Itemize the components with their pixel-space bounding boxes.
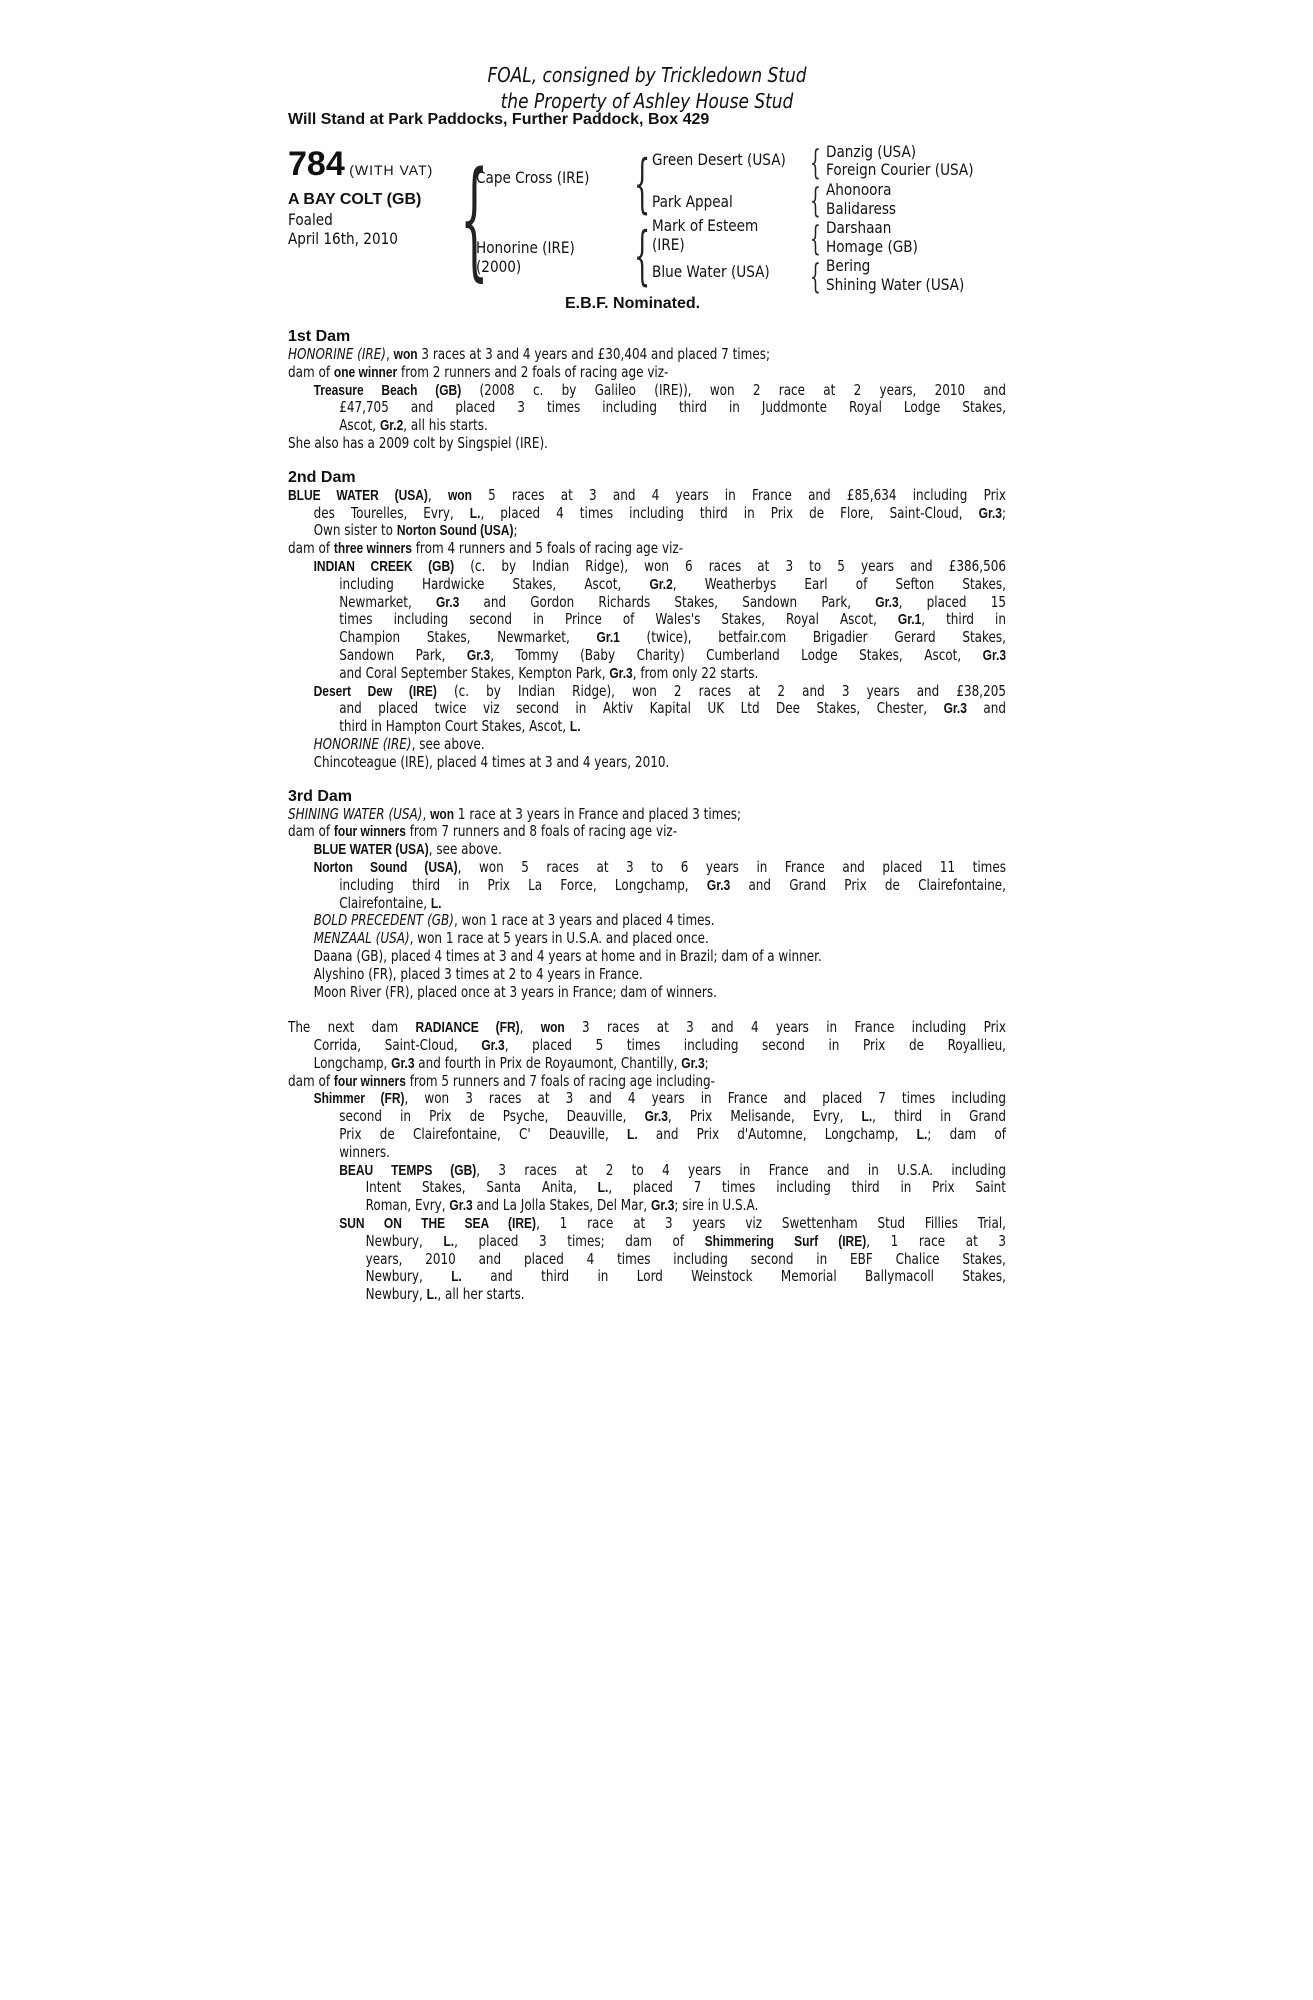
produce-sun-on-the-sea-3: years, 2010 and placed 4 times including second in EBF Chalice Stakes, [365,1249,1007,1268]
pedigree-table [288,142,1006,314]
produce-shimmer: Shimmer (FR), won 3 races at 3 and 4 years in France and placed 7 times including [313,1089,1007,1108]
produce-treasure-beach-3: Ascot, Gr.2, all his starts. [339,416,488,435]
lot-number: 784 [288,145,345,183]
foaled-date: April 16th, 2010 [288,229,398,248]
produce-indian-creek-5: Champion Stakes, Newmarket, Gr.1 (twice), betfair.com Brigadier Gerard Stakes, [339,628,1006,647]
produce-norton-sound-2: including third in Prix La Force, Longchamp, Gr.3 and Grand Prix de Clairefontaine, [339,875,1006,894]
produce-beau-temps-3: Roman, Evry, Gr.3 and La Jolla Stakes, Del Mar, Gr.3; sire in U.S.A. [365,1196,759,1215]
produce-beau-temps-2: Intent Stakes, Santa Anita, L., placed 7 times including third in Prix Saint [365,1178,1006,1197]
produce-desert-dew: Desert Dew (IRE) (c. by Indian Ridge), won 2 races at 2 and 3 years and £38,205 [313,681,1006,700]
next-dam-produce: dam of four winners from 5 runners and 7 foals of racing age including- [288,1071,715,1090]
next-dam-section [288,1019,1006,1304]
second-dam-produce: dam of three winners from 4 runners and 5 foals of racing age viz- [288,539,684,558]
produce-daana: Daana (GB), placed 4 times at 3 and 4 years at home and in Brazil; dam of a winner. [313,946,822,965]
first-dam-heading: 1st Dam [288,328,351,345]
lot-number-block [288,146,433,182]
third-dam-produce: dam of four winners from 7 runners and 8 foals of racing age viz- [288,822,678,841]
produce-shimmer-2: second in Prix de Psyche, Deauville, Gr.3, Prix Melisande, Evry, L., third in Grand [339,1107,1006,1126]
property-line: the Property of Ashley House Stud [500,89,794,113]
produce-sun-on-the-sea-4: Newbury, L. and third in Lord Weinstock Memorial Ballymacoll Stakes, [365,1267,1006,1286]
catalogue-page [288,62,1006,1304]
brace-gg3: { [810,219,821,259]
ggd-4: Shining Water (USA) [826,275,965,294]
next-dam-line-3: Longchamp, Gr.3 and fourth in Prix de Royaumont, Chantilly, Gr.3; [313,1053,709,1072]
produce-honorine: HONORINE (IRE), see above. [313,734,485,753]
brace-sire: { [634,147,651,221]
sire-sire: Green Desert (USA) [652,150,786,169]
produce-sun-on-the-sea-2: Newbury, L., placed 3 times; dam of Shimmering Surf (IRE), 1 race at 3 [365,1231,1007,1250]
brace-dam: { [634,219,651,293]
produce-indian-creek-7: and Coral September Stakes, Kempton Park, Gr.3, from only 22 starts. [339,663,759,682]
sire-dam: Park Appeal [652,192,733,211]
produce-sun-on-the-sea: SUN ON THE SEA (IRE), 1 race at 3 years viz Swettenham Stud Fillies Trial, [339,1214,1007,1233]
third-dam-section [288,788,1006,1002]
dam-year: (2000) [476,257,522,276]
produce-menzaal: MENZAAL (USA), won 1 race at 5 years in U.S.A. and placed once. [313,929,709,948]
produce-shimmer-4: winners. [339,1142,390,1161]
second-dam-line-2: des Tourelles, Evry, L., placed 4 times including third in Prix de Flore, Saint-Cloud, Gr.3; [313,503,1007,522]
lot-header [288,62,1006,114]
produce-bold-precedent: BOLD PRECEDENT (GB), won 1 race at 3 years and placed 4 times. [313,911,715,930]
produce-shimmer-3: Prix de Clairefontaine, C' Deauville, L. and Prix d'Automne, Longchamp, L.; dam of [339,1125,1007,1144]
produce-treasure-beach-2: £47,705 and placed 3 times including third in Juddmonte Royal Lodge Stakes, [339,398,1006,417]
next-dam-line-2: Corrida, Saint-Cloud, Gr.3, placed 5 times including second in Prix de Royallieu, [313,1036,1006,1055]
brace-gg4: { [810,257,821,297]
first-dam-section [288,328,1006,453]
ggd-2: Balidaress [826,199,897,218]
ggs-4: Bering [826,256,871,275]
brace-gg1: { [810,143,821,183]
dam-sire-l1: Mark of Esteem [652,216,759,235]
brace-gg2: { [810,181,821,221]
produce-desert-dew-3: third in Hampton Court Stakes, Ascot, L. [339,717,581,736]
ggs-3: Darshaan [826,218,892,237]
produce-indian-creek: INDIAN CREEK (GB) (c. by Indian Ridge), won 6 races at 3 to 5 years and £386,506 [313,556,1006,575]
ggd-3: Homage (GB) [826,237,918,256]
produce-chincoteague: Chincoteague (IRE), placed 4 times at 3 and 4 years, 2010. [313,752,670,771]
first-dam-line: HONORINE (IRE), won 3 races at 3 and 4 years and £30,404 and placed 7 times; [288,345,771,363]
ggd-1: Foreign Courier (USA) [826,160,974,179]
dam-sire-l2: (IRE) [652,235,685,254]
sire-name: Cape Cross (IRE) [476,168,590,187]
ebf-nomination: E.B.F. Nominated. [565,295,701,312]
second-dam-line: BLUE WATER (USA), won 5 races at 3 and 4 years in France and £85,634 including Prix [288,485,1006,504]
third-dam-line: SHINING WATER (USA), won 1 race at 3 years in France and placed 3 times; [288,804,742,823]
second-dam-sister: Own sister to Norton Sound (USA); [313,521,518,540]
produce-indian-creek-3: Newmarket, Gr.3 and Gordon Richards Stakes, Sandown Park, Gr.3, placed 15 [339,592,1006,611]
first-dam-also: She also has a 2009 colt by Singspiel (IRE). [288,433,548,452]
dam-dam: Blue Water (USA) [652,262,770,281]
produce-desert-dew-2: and placed twice viz second in Aktiv Kapital UK Ltd Dee Stakes, Chester, Gr.3 and [339,699,1006,718]
produce-treasure-beach: Treasure Beach (GB) (2008 c. by Galileo (IRE)), won 2 race at 2 years, 2010 and [313,380,1006,399]
produce-blue-water: BLUE WATER (USA), see above. [313,840,502,859]
ggs-1: Danzig (USA) [826,142,917,161]
ggs-2: Ahonoora [826,180,892,199]
produce-norton-sound-3: Clairefontaine, L. [339,893,442,912]
dam-name: Honorine (IRE) [476,238,575,257]
produce-alyshino: Alyshino (FR), placed 3 times at 2 to 4 years in France. [313,964,643,983]
produce-sun-on-the-sea-5: Newbury, L., all her starts. [365,1285,525,1304]
produce-norton-sound: Norton Sound (USA), won 5 races at 3 to 6 years in France and placed 11 times [313,857,1007,876]
first-dam-produce: dam of one winner from 2 runners and 2 foals of racing age viz- [288,362,669,381]
consignor-line: FOAL, consigned by Trickledown Stud [487,63,807,87]
stand-line: Will Stand at Park Paddocks, Further Paddock, Box 429 [288,111,710,128]
next-dam-line: The next dam RADIANCE (FR), won 3 races at 3 and 4 years in France including Prix [288,1018,1006,1037]
vat-label: (WITH VAT) [349,162,434,178]
foaled-label: Foaled [288,210,333,229]
third-dam-heading: 3rd Dam [288,787,353,805]
produce-indian-creek-2: including Hardwicke Stakes, Ascot, Gr.2, Weatherbys Earl of Sefton Stakes, [339,574,1006,593]
brace-gen1: { [460,145,489,294]
second-dam-heading: 2nd Dam [288,468,356,486]
lot-name: A BAY COLT (GB) [288,191,422,208]
second-dam-section [288,469,1006,772]
produce-beau-temps: BEAU TEMPS (GB), 3 races at 2 to 4 years in France and in U.S.A. including [339,1160,1007,1179]
produce-indian-creek-6: Sandown Park, Gr.3, Tommy (Baby Charity) Cumberland Lodge Stakes, Ascot, Gr.3 [339,645,1006,664]
produce-indian-creek-4: times including second in Prince of Wales's Stakes, Royal Ascot, Gr.1, third in [339,610,1006,629]
produce-moon-river: Moon River (FR), placed once at 3 years in France; dam of winners. [313,982,717,1001]
